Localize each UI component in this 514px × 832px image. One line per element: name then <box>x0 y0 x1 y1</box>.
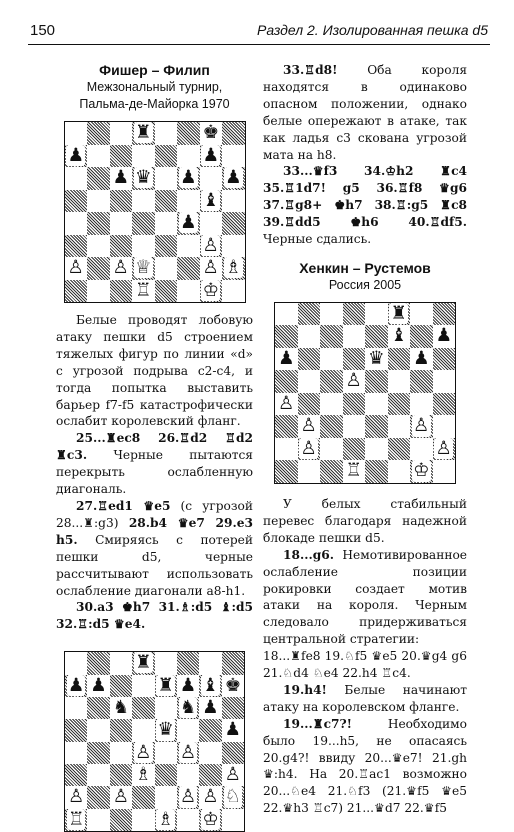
board-square <box>132 190 155 213</box>
white-knight-icon: ♘ <box>224 786 242 808</box>
board-square <box>388 438 411 461</box>
black-knight-icon: ♞ <box>179 696 197 718</box>
white-queen-icon: ♕ <box>134 257 152 278</box>
comment: Оба короля находятся в одинаково опасном положении, однако белые опережают в атаке, так как ладья c3 скована угрозой мата на h8. <box>263 63 468 162</box>
board-square <box>87 809 109 831</box>
board-square <box>433 303 456 326</box>
black-bishop-icon: ♝ <box>202 189 220 211</box>
board-square <box>343 415 366 438</box>
board-square <box>388 415 411 438</box>
board-square <box>298 393 321 416</box>
chess-diagram-3 <box>274 302 456 484</box>
variation-line: 18...♜fe8 19.♘f5 ♛e5 20.♛g4 g6 21.♘d4 ♘e4 22.h4 ♖c4. <box>263 649 467 681</box>
game-subtitle: Россия 2005 <box>328 277 402 292</box>
board-square <box>222 145 245 168</box>
board-square <box>87 167 110 190</box>
board-square <box>110 145 133 168</box>
board-square <box>65 742 87 764</box>
white-pawn-icon: ♙ <box>224 764 242 786</box>
board-square <box>155 257 178 280</box>
black-bishop-icon: ♝ <box>390 325 408 347</box>
black-pawn-icon: ♟ <box>179 212 197 233</box>
board-square <box>110 675 132 697</box>
white-rook-icon: ♖ <box>345 460 363 482</box>
board-square <box>410 325 433 348</box>
board-square <box>132 809 154 831</box>
board-square <box>388 348 411 371</box>
board-square <box>388 393 411 416</box>
black-knight-icon: ♞ <box>112 696 130 718</box>
board-square <box>65 764 87 786</box>
board-square <box>177 190 200 213</box>
comment: (с угрозой 28...♜:g3) <box>56 498 253 530</box>
board-square <box>177 652 199 674</box>
board-square <box>410 438 433 461</box>
board-square <box>275 460 298 483</box>
white-king-icon: ♔ <box>202 808 219 830</box>
board-square <box>222 652 244 674</box>
board-square <box>222 212 245 235</box>
board-square <box>222 697 244 719</box>
board-square <box>298 303 321 326</box>
black-king-icon: ♚ <box>202 122 220 143</box>
running-title: Раздел 2. Изолированная пешка d5 <box>257 22 488 38</box>
board-square <box>65 190 88 213</box>
board-square <box>365 393 388 416</box>
black-queen-icon: ♛ <box>367 347 385 369</box>
white-rook-icon: ♖ <box>67 808 85 830</box>
comment: Немотивированное ослабление позиции рокировки создает мотив атаки на короля. Черным следовало придерживаться центральной стратегии: <box>263 547 467 647</box>
board-square <box>177 235 200 258</box>
board-square <box>132 697 154 719</box>
board-square <box>365 325 388 348</box>
board-square <box>275 370 298 393</box>
black-pawn-icon: ♟ <box>435 325 453 347</box>
board-square <box>87 764 109 786</box>
board-square <box>365 370 388 393</box>
board-square <box>110 652 132 674</box>
board-square <box>65 235 88 258</box>
black-bishop-icon: ♝ <box>202 674 219 696</box>
moves: 19...♜c7?! <box>283 716 353 731</box>
white-bishop-icon: ♗ <box>135 764 152 786</box>
board-square <box>155 764 177 786</box>
paragraph: Белые проводят лобовую атаку пешки d5 строением тяжелых фигур по линии «d» с угрозой подрыва c2-c4, и тогда попытка выставить барьер f7-f5 катастрофически ослабит королевский фланг. <box>56 313 253 429</box>
board-square <box>275 325 298 348</box>
white-king-icon: ♔ <box>412 460 430 482</box>
comment: Необходимо было 19...h5, не опасаясь 20.g4?! ввиду 20...♛e7! 21.gh ♛:h4. На 20.♖ac1 возможно 20...♘e4 21.♘f3 (21.♛f5 ♛e5 22.♛h3 ♖c7) 21...♛d7 22.♛f5 <box>263 716 467 816</box>
white-pawn-icon: ♙ <box>202 257 220 278</box>
moves: 19.h4! <box>283 682 327 697</box>
white-pawn-icon: ♙ <box>67 257 85 278</box>
board-square <box>87 212 110 235</box>
black-pawn-icon: ♟ <box>277 347 295 369</box>
board-square <box>132 145 155 168</box>
white-pawn-icon: ♙ <box>277 392 295 414</box>
board-square <box>275 415 298 438</box>
board-square <box>132 719 154 741</box>
paragraph <box>56 498 253 599</box>
board-square <box>155 786 177 808</box>
white-pawn-icon: ♙ <box>435 437 453 459</box>
board-square <box>365 303 388 326</box>
board-square <box>199 764 221 786</box>
paragraph <box>263 547 467 648</box>
board-square <box>343 348 366 371</box>
board-square <box>410 393 433 416</box>
game-subtitle-line1: Межзональный турнир, <box>86 80 223 94</box>
board-square <box>343 438 366 461</box>
board-square <box>320 415 343 438</box>
board-square <box>132 786 154 808</box>
board-square <box>275 303 298 326</box>
board-square <box>177 122 200 145</box>
black-rook-icon: ♜ <box>134 122 152 143</box>
moves: 28.b4 ♛e7 29.e3 h5. <box>56 515 253 547</box>
board-square <box>200 167 223 190</box>
white-pawn-icon: ♙ <box>112 786 130 808</box>
right-column <box>263 62 467 817</box>
moves: 33...♛f3 34.♔h2 ♜c4 35.♖1d7! g5 36.♖f8 ♛g6 37.♖g8+ ♚h7 38.♖:g5 ♜c8 39.♖dd5 ♚h6 40.♖df5. <box>263 164 467 230</box>
comment: Черные сдались. <box>263 232 372 247</box>
black-pawn-icon: ♟ <box>412 347 430 369</box>
white-pawn-icon: ♙ <box>135 741 152 763</box>
chess-diagram-2 <box>64 651 245 832</box>
board-square <box>433 393 456 416</box>
board-square <box>87 280 110 303</box>
board-square <box>132 235 155 258</box>
white-pawn-icon: ♙ <box>179 786 197 808</box>
board-square <box>155 190 178 213</box>
board-square <box>110 190 133 213</box>
board-square <box>110 742 132 764</box>
black-pawn-icon: ♟ <box>67 144 85 166</box>
board-square <box>222 809 244 831</box>
paragraph <box>56 599 253 633</box>
board-square <box>410 303 433 326</box>
board-square <box>343 325 366 348</box>
board-square <box>433 348 456 371</box>
black-pawn-icon: ♟ <box>90 674 107 696</box>
board-square <box>155 145 178 168</box>
black-king-icon: ♚ <box>224 674 242 696</box>
black-pawn-icon: ♟ <box>224 167 242 188</box>
board-square <box>222 235 245 258</box>
board-square <box>320 460 343 483</box>
black-rook-icon: ♜ <box>135 652 152 674</box>
paragraph <box>263 163 467 248</box>
board-square <box>155 167 178 190</box>
white-bishop-icon: ♗ <box>224 257 242 278</box>
board-square <box>65 652 87 674</box>
board-square <box>298 370 321 393</box>
white-pawn-icon: ♙ <box>412 415 430 437</box>
board-square <box>320 370 343 393</box>
board-square <box>298 325 321 348</box>
board-square <box>222 190 245 213</box>
page-header <box>28 22 490 45</box>
black-rook-icon: ♜ <box>390 302 408 324</box>
board-square <box>199 742 221 764</box>
board-square <box>177 145 200 168</box>
white-pawn-icon: ♙ <box>179 741 197 763</box>
white-pawn-icon: ♙ <box>300 437 318 459</box>
moves: 18...g6. <box>283 547 334 562</box>
board-square <box>199 652 221 674</box>
board-square <box>65 122 88 145</box>
board-square <box>343 303 366 326</box>
white-bishop-icon: ♗ <box>157 808 174 830</box>
black-rook-icon: ♜ <box>157 674 174 696</box>
board-square <box>177 280 200 303</box>
comment: Черные пытаются перекрыть ослабленную диагональ. <box>56 448 253 497</box>
board-square <box>65 697 87 719</box>
board-square <box>132 212 155 235</box>
board-square <box>110 122 133 145</box>
board-square <box>222 280 245 303</box>
black-pawn-icon: ♟ <box>202 696 219 718</box>
board-square <box>177 809 199 831</box>
board-square <box>110 719 132 741</box>
board-square <box>343 393 366 416</box>
board-square <box>365 438 388 461</box>
paragraph <box>263 716 467 817</box>
board-square <box>155 235 178 258</box>
board-square <box>87 697 109 719</box>
board-square <box>433 415 456 438</box>
board-square <box>155 697 177 719</box>
board-square <box>320 303 343 326</box>
moves: 30.a3 ♚h7 31.♗:d5 ♝:d5 32.♖:d5 ♛e4. <box>56 600 253 632</box>
board-square <box>320 438 343 461</box>
board-square <box>87 235 110 258</box>
game-title: Фишер – Филип <box>99 62 210 78</box>
moves: 33.♖d8! <box>283 63 338 77</box>
moves: 25...♜ec8 26.♖d2 ♖d2 ♜c3. <box>56 431 253 463</box>
paragraph <box>263 62 467 163</box>
board-square <box>110 235 133 258</box>
board-square <box>320 393 343 416</box>
board-square <box>110 809 132 831</box>
board-square <box>87 145 110 168</box>
board-square <box>388 460 411 483</box>
board-square <box>388 370 411 393</box>
board-square <box>298 348 321 371</box>
board-square <box>65 280 88 303</box>
board-square <box>155 212 178 235</box>
chess-diagram-1 <box>64 121 246 303</box>
board-square <box>177 719 199 741</box>
board-square <box>433 370 456 393</box>
white-king-icon: ♔ <box>202 279 220 301</box>
board-square <box>87 122 110 145</box>
black-pawn-icon: ♟ <box>112 167 130 188</box>
board-square <box>155 122 178 145</box>
board-square <box>222 742 244 764</box>
board-square <box>65 719 87 741</box>
board-square <box>177 764 199 786</box>
board-square <box>87 719 109 741</box>
comment: Белые начинают атаку на королевском фланге. <box>263 682 468 714</box>
white-pawn-icon: ♙ <box>300 415 318 437</box>
board-square <box>320 325 343 348</box>
black-pawn-icon: ♟ <box>179 167 197 188</box>
board-square <box>365 460 388 483</box>
black-pawn-icon: ♟ <box>179 674 197 696</box>
board-square <box>177 257 200 280</box>
board-square <box>410 370 433 393</box>
left-column <box>56 62 253 832</box>
black-queen-icon: ♛ <box>157 719 174 741</box>
board-square <box>199 719 221 741</box>
board-square <box>110 764 132 786</box>
board-square <box>87 786 109 808</box>
page-number: 150 <box>30 22 56 39</box>
white-rook-icon: ♖ <box>134 279 152 301</box>
board-square <box>155 280 178 303</box>
board-square <box>87 257 110 280</box>
board-square <box>320 348 343 371</box>
board-square <box>132 675 154 697</box>
board-square <box>222 122 245 145</box>
paragraph: У белых стабильный перевес благодаря надежной блокаде пешки d5. <box>263 496 467 545</box>
moves: 27.♖ed1 ♛e5 <box>76 498 171 513</box>
white-pawn-icon: ♙ <box>202 234 220 256</box>
board-square <box>155 742 177 764</box>
black-queen-icon: ♛ <box>134 167 152 188</box>
board-square <box>87 742 109 764</box>
white-pawn-icon: ♙ <box>67 786 85 808</box>
paragraph <box>263 682 467 716</box>
white-pawn-icon: ♙ <box>112 257 130 278</box>
game-title: Хенкин – Рустемов <box>299 259 431 276</box>
board-square <box>87 190 110 213</box>
board-square <box>65 167 88 190</box>
paragraph <box>56 430 253 498</box>
black-pawn-icon: ♟ <box>224 719 242 741</box>
board-square <box>65 212 88 235</box>
black-pawn-icon: ♟ <box>202 144 220 166</box>
board-square <box>110 212 133 235</box>
board-square <box>298 460 321 483</box>
board-square <box>110 280 133 303</box>
white-pawn-icon: ♙ <box>202 786 219 808</box>
board-square <box>200 212 223 235</box>
board-square <box>433 460 456 483</box>
white-pawn-icon: ♙ <box>345 370 363 392</box>
board-square <box>275 438 298 461</box>
comment: Смиряясь с потерей пешки d5, черные рассчитывают использовать ослабление диагонали a8-h1. <box>56 532 253 598</box>
board-square <box>365 415 388 438</box>
board-square <box>155 652 177 674</box>
board-square <box>87 652 109 674</box>
game-subtitle-line2: Пальма-де-Майорка 1970 <box>79 97 230 111</box>
black-pawn-icon: ♟ <box>67 674 85 696</box>
